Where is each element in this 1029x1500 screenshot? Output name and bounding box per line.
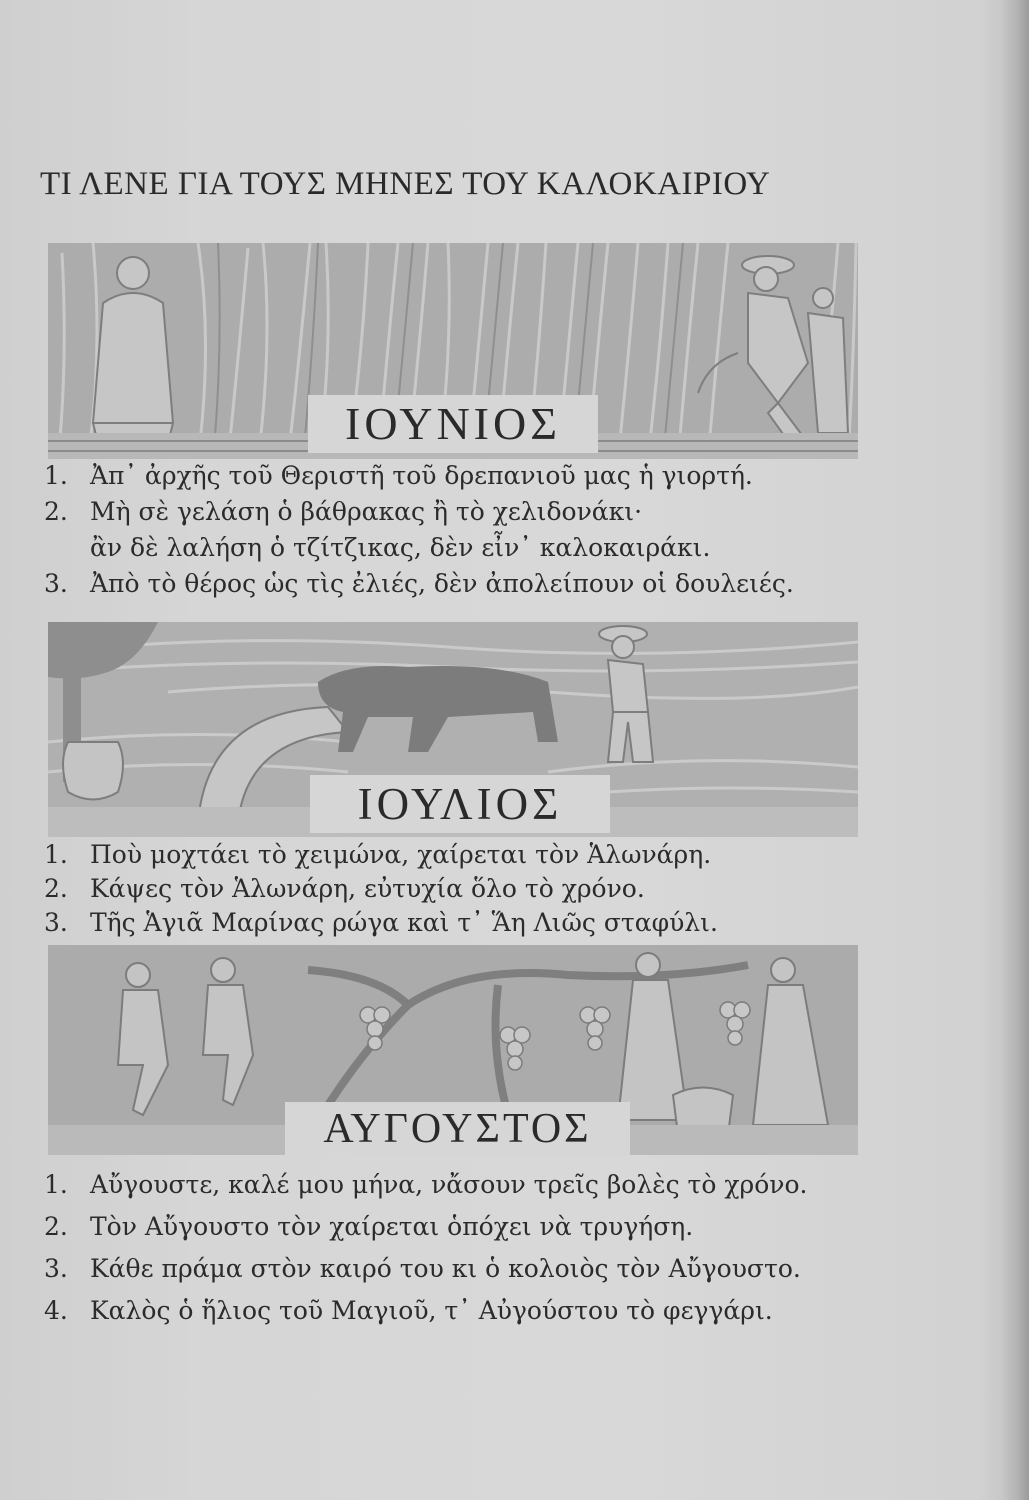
- proverb-text: Ἀπὸ τὸ θέρος ὡς τὶς ἐλιές, δὲν ἀπολείπουν οἱ δουλειές.: [90, 569, 794, 598]
- list-item: [44, 494, 794, 530]
- proverb-text: Τὸν Αὔγουστο τὸν χαίρεται ὁπόχει νὰ τρυγήση.: [90, 1212, 694, 1241]
- list-item: [44, 906, 718, 940]
- list-item: [44, 872, 718, 906]
- list-item: [44, 838, 718, 872]
- proverb-text: Τῆς Ἁγιᾶ Μαρίνας ρώγα καὶ τ᾿ Ἅη Λιῶς σταφύλι.: [90, 908, 718, 937]
- july-proverbs-list: [44, 838, 718, 940]
- list-item: [44, 1206, 807, 1248]
- proverb-number: 2.: [44, 874, 68, 903]
- proverb-number: 3.: [44, 1254, 68, 1283]
- page-edge-shadow: [1001, 0, 1029, 1500]
- proverb-number: 3.: [44, 569, 68, 598]
- proverb-number: 2.: [44, 497, 68, 526]
- proverb-number: 1.: [44, 1170, 68, 1199]
- list-item: [44, 1164, 807, 1206]
- page-title: ΤΙ ΛΕΝΕ ΓΙΑ ΤΟΥΣ ΜΗΝΕΣ ΤΟΥ ΚΑΛΟΚΑΙΡΙΟΥ: [40, 166, 771, 202]
- august-proverbs-list: [44, 1164, 807, 1332]
- proverb-text: ἂν δὲ λαλήση ὁ τζίτζικας, δὲν εἶν᾿ καλοκαιράκι.: [90, 533, 711, 562]
- proverb-number: 1.: [44, 840, 68, 869]
- list-item: [44, 458, 794, 494]
- list-item: [44, 1290, 807, 1332]
- proverb-number: 4.: [44, 1296, 68, 1325]
- month-title-june: ΙΟΥΝΙΟΣ: [308, 395, 598, 453]
- proverb-number: 1.: [44, 461, 68, 490]
- proverb-text: Ἀπ᾿ ἀρχῆς τοῦ Θεριστῆ τοῦ δρεπανιοῦ μας ἡ γιορτή.: [90, 461, 753, 490]
- proverb-text: Καλὸς ὁ ἥλιος τοῦ Μαγιοῦ, τ᾿ Αὐγούστου τὸ φεγγάρι.: [90, 1296, 773, 1325]
- list-item-continuation: [44, 530, 794, 566]
- list-item: [44, 566, 794, 602]
- proverb-text: Κάψες τὸν Ἁλωνάρη, εὐτυχία ὅλο τὸ χρόνο.: [90, 874, 645, 903]
- proverb-text: Ποὺ μοχτάει τὸ χειμώνα, χαίρεται τὸν Ἁλωνάρη.: [90, 840, 712, 869]
- proverb-number: 2.: [44, 1212, 68, 1241]
- month-title-august: ΑΥΓΟΥΣΤΟΣ: [285, 1102, 630, 1156]
- proverb-number: 3.: [44, 908, 68, 937]
- month-title-july: ΙΟΥΛΙΟΣ: [310, 775, 610, 833]
- proverb-text: Αὔγουστε, καλέ μου μήνα, νἄσουν τρεῖς βολὲς τὸ χρόνο.: [90, 1170, 808, 1199]
- proverb-text: Μὴ σὲ γελάση ὁ βάθρακας ἢ τὸ χελιδονάκι·: [90, 497, 643, 526]
- proverb-text: Κάθε πράμα στὸν καιρό του κι ὁ κολοιὸς τὸν Αὔγουστο.: [90, 1254, 801, 1283]
- list-item: [44, 1248, 807, 1290]
- june-proverbs-list: [44, 458, 794, 602]
